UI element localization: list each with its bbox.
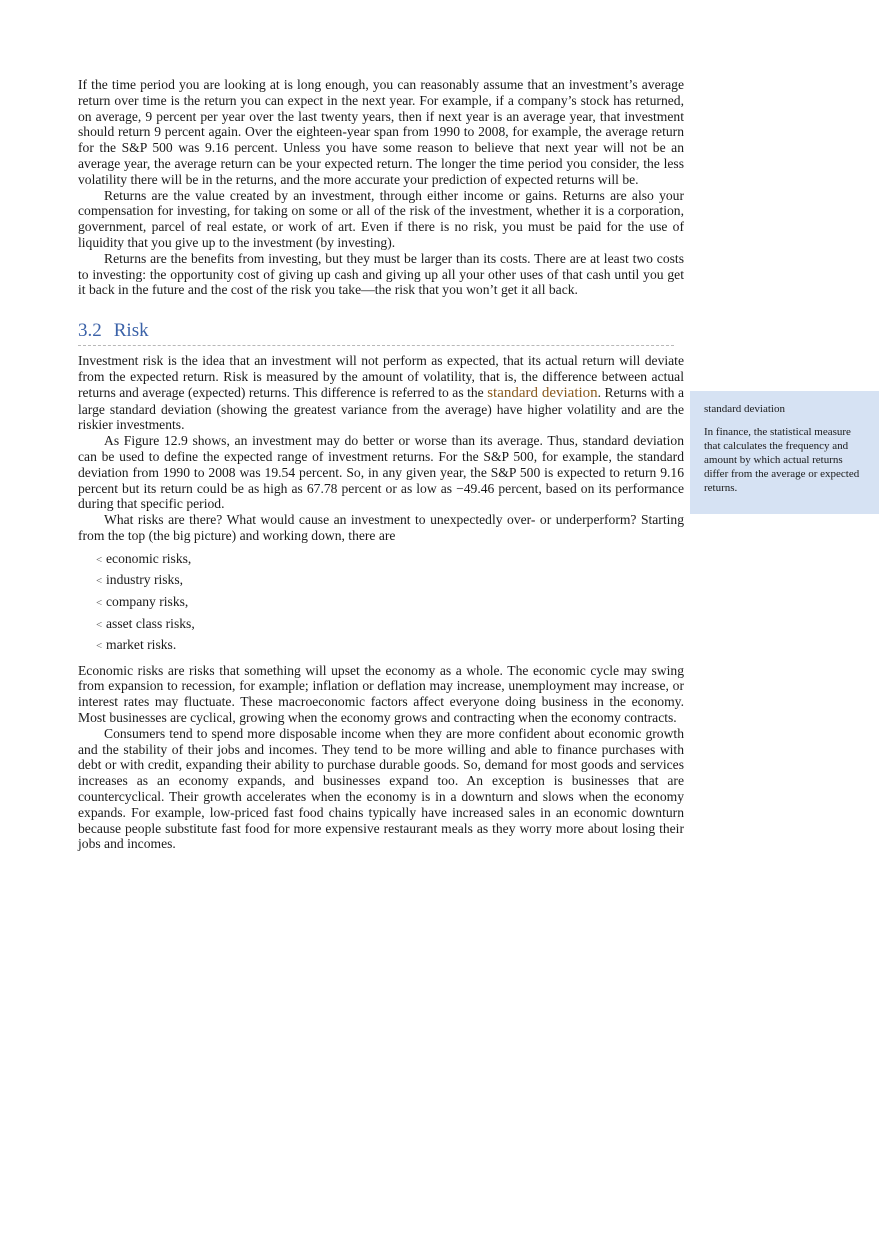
risk-list (78, 549, 684, 657)
section-body (78, 353, 684, 852)
list-item (96, 635, 684, 657)
list-item (96, 549, 684, 571)
risk-paragraph-1-end: . Returns with a large standard deviation (showing the greatest variance from the average) have higher volatility and are the riskier investments. (78, 384, 684, 433)
bullet-icon: < (96, 640, 103, 653)
sidebar-term: standard deviation (704, 403, 785, 415)
list-item-text: market risks. (106, 637, 177, 653)
list-item (96, 592, 684, 614)
intro-paragraph-2: Returns are the value created by an investment, through either income or gains. Returns are also your compensation for investing, for taking on some or all of the risk of the investment, whether it is a corporation, government, parcel of real estate, or work of art. Even if there is no risk, you must be paid for the use of liquidity that you give up to the investment (by investing). (78, 187, 684, 250)
intro-paragraph-3: Returns are the benefits from investing, but they must be larger than its costs. There are at least two costs to investing: the opportunity cost of giving up cash and giving up all your other uses of that cash until you get it back in the future and the cost of the risk you take—the risk that you won’t get it all back. (78, 250, 684, 298)
list-item-text: asset class risks, (106, 615, 195, 631)
standard-deviation-term-link[interactable]: standard deviation (487, 384, 598, 401)
bullet-icon: < (96, 575, 103, 588)
intro-paragraph-1: If the time period you are looking at is long enough, you can reasonably assume that an investment’s average return over time is the return you can expect in the next year. For example, if a company’s stock has returned, on average, 9 percent per year over the last twenty years, then if next year is an average year, that investment should return 9 percent again. Over the eighteen-year span from 1990 to 2008, for example, the average return for the S&P 500 was 9.16 percent. Unless you have some reason to believe that next year will not be an average year, the average return can be your expected return. The longer the time period you consider, the less volatility there will be in the returns, and the more accurate your prediction of expected returns will be. (78, 77, 684, 187)
section-title: Risk (113, 320, 149, 342)
bullet-icon: < (96, 618, 103, 631)
list-item (96, 570, 684, 592)
sidebar-definition: In finance, the statistical measure that calculates the frequency and amount by which actual returns differ from the average or expected returns. (704, 426, 860, 494)
section-heading (78, 319, 674, 346)
definition-sidebar (690, 391, 879, 514)
risk-paragraph-1 (78, 353, 684, 433)
risk-paragraph-2: As Figure 12.9 shows, an investment may do better or worse than its average. Thus, standard deviation can be used to define the expected range of investment returns. For the S&P 500, for example, the standard deviation from 1990 to 2008 was 19.54 percent. So, in any given year, the S&P 500 is expected to return 9.16 percent but its return could be as high as 67.78 percent or as low as −49.46 percent, based on its performance during that specific period. (78, 433, 684, 512)
risk-paragraph-4: Economic risks are risks that something will upset the economy as a whole. The economic cycle may swing from expansion to recession, for example; inflation or deflation may increase, unemployment may increase, or interest rates may fluctuate. These macroeconomic factors affect everyone doing business in the economy. Most businesses are cyclical, growing when the economy grows and contracting when the economy contracts. (78, 662, 684, 726)
risk-paragraph-3: What risks are there? What would cause an investment to unexpectedly over- or underperform? Starting from the top (the big picture) and working down, there are (78, 512, 684, 543)
list-item-text: company risks, (106, 593, 189, 609)
bullet-icon: < (96, 553, 103, 566)
list-item-text: economic risks, (106, 550, 192, 566)
list-item-text: industry risks, (106, 572, 184, 588)
main-text-column (78, 77, 684, 852)
list-item (96, 614, 684, 636)
risk-paragraph-1-start: Investment risk is the idea that an investment will not perform as expected, that its actual return will deviate from the expected return. Risk is measured by the amount of volatility, that is, the difference between actual returns and average (expected) returns. This difference is referred to as the (78, 353, 684, 400)
risk-paragraph-5: Consumers tend to spend more disposable income when they are more confident about economic growth and the stability of their jobs and incomes. They tend to be more willing and able to finance purchases with debt or with credit, expanding their ability to purchase durable goods. So, demand for most goods and services increases as an economy expands, and businesses expand too. An exception is businesses that are countercyclical. Their growth accelerates when the economy is in a downturn and slows when the economy expands. For example, low-priced fast food chains typically have increased sales in an economic downturn because people substitute fast food for more expensive restaurant meals as they worry more about losing their jobs and incomes. (78, 725, 684, 852)
bullet-icon: < (96, 596, 103, 609)
section-number: 3.2 (78, 320, 102, 342)
